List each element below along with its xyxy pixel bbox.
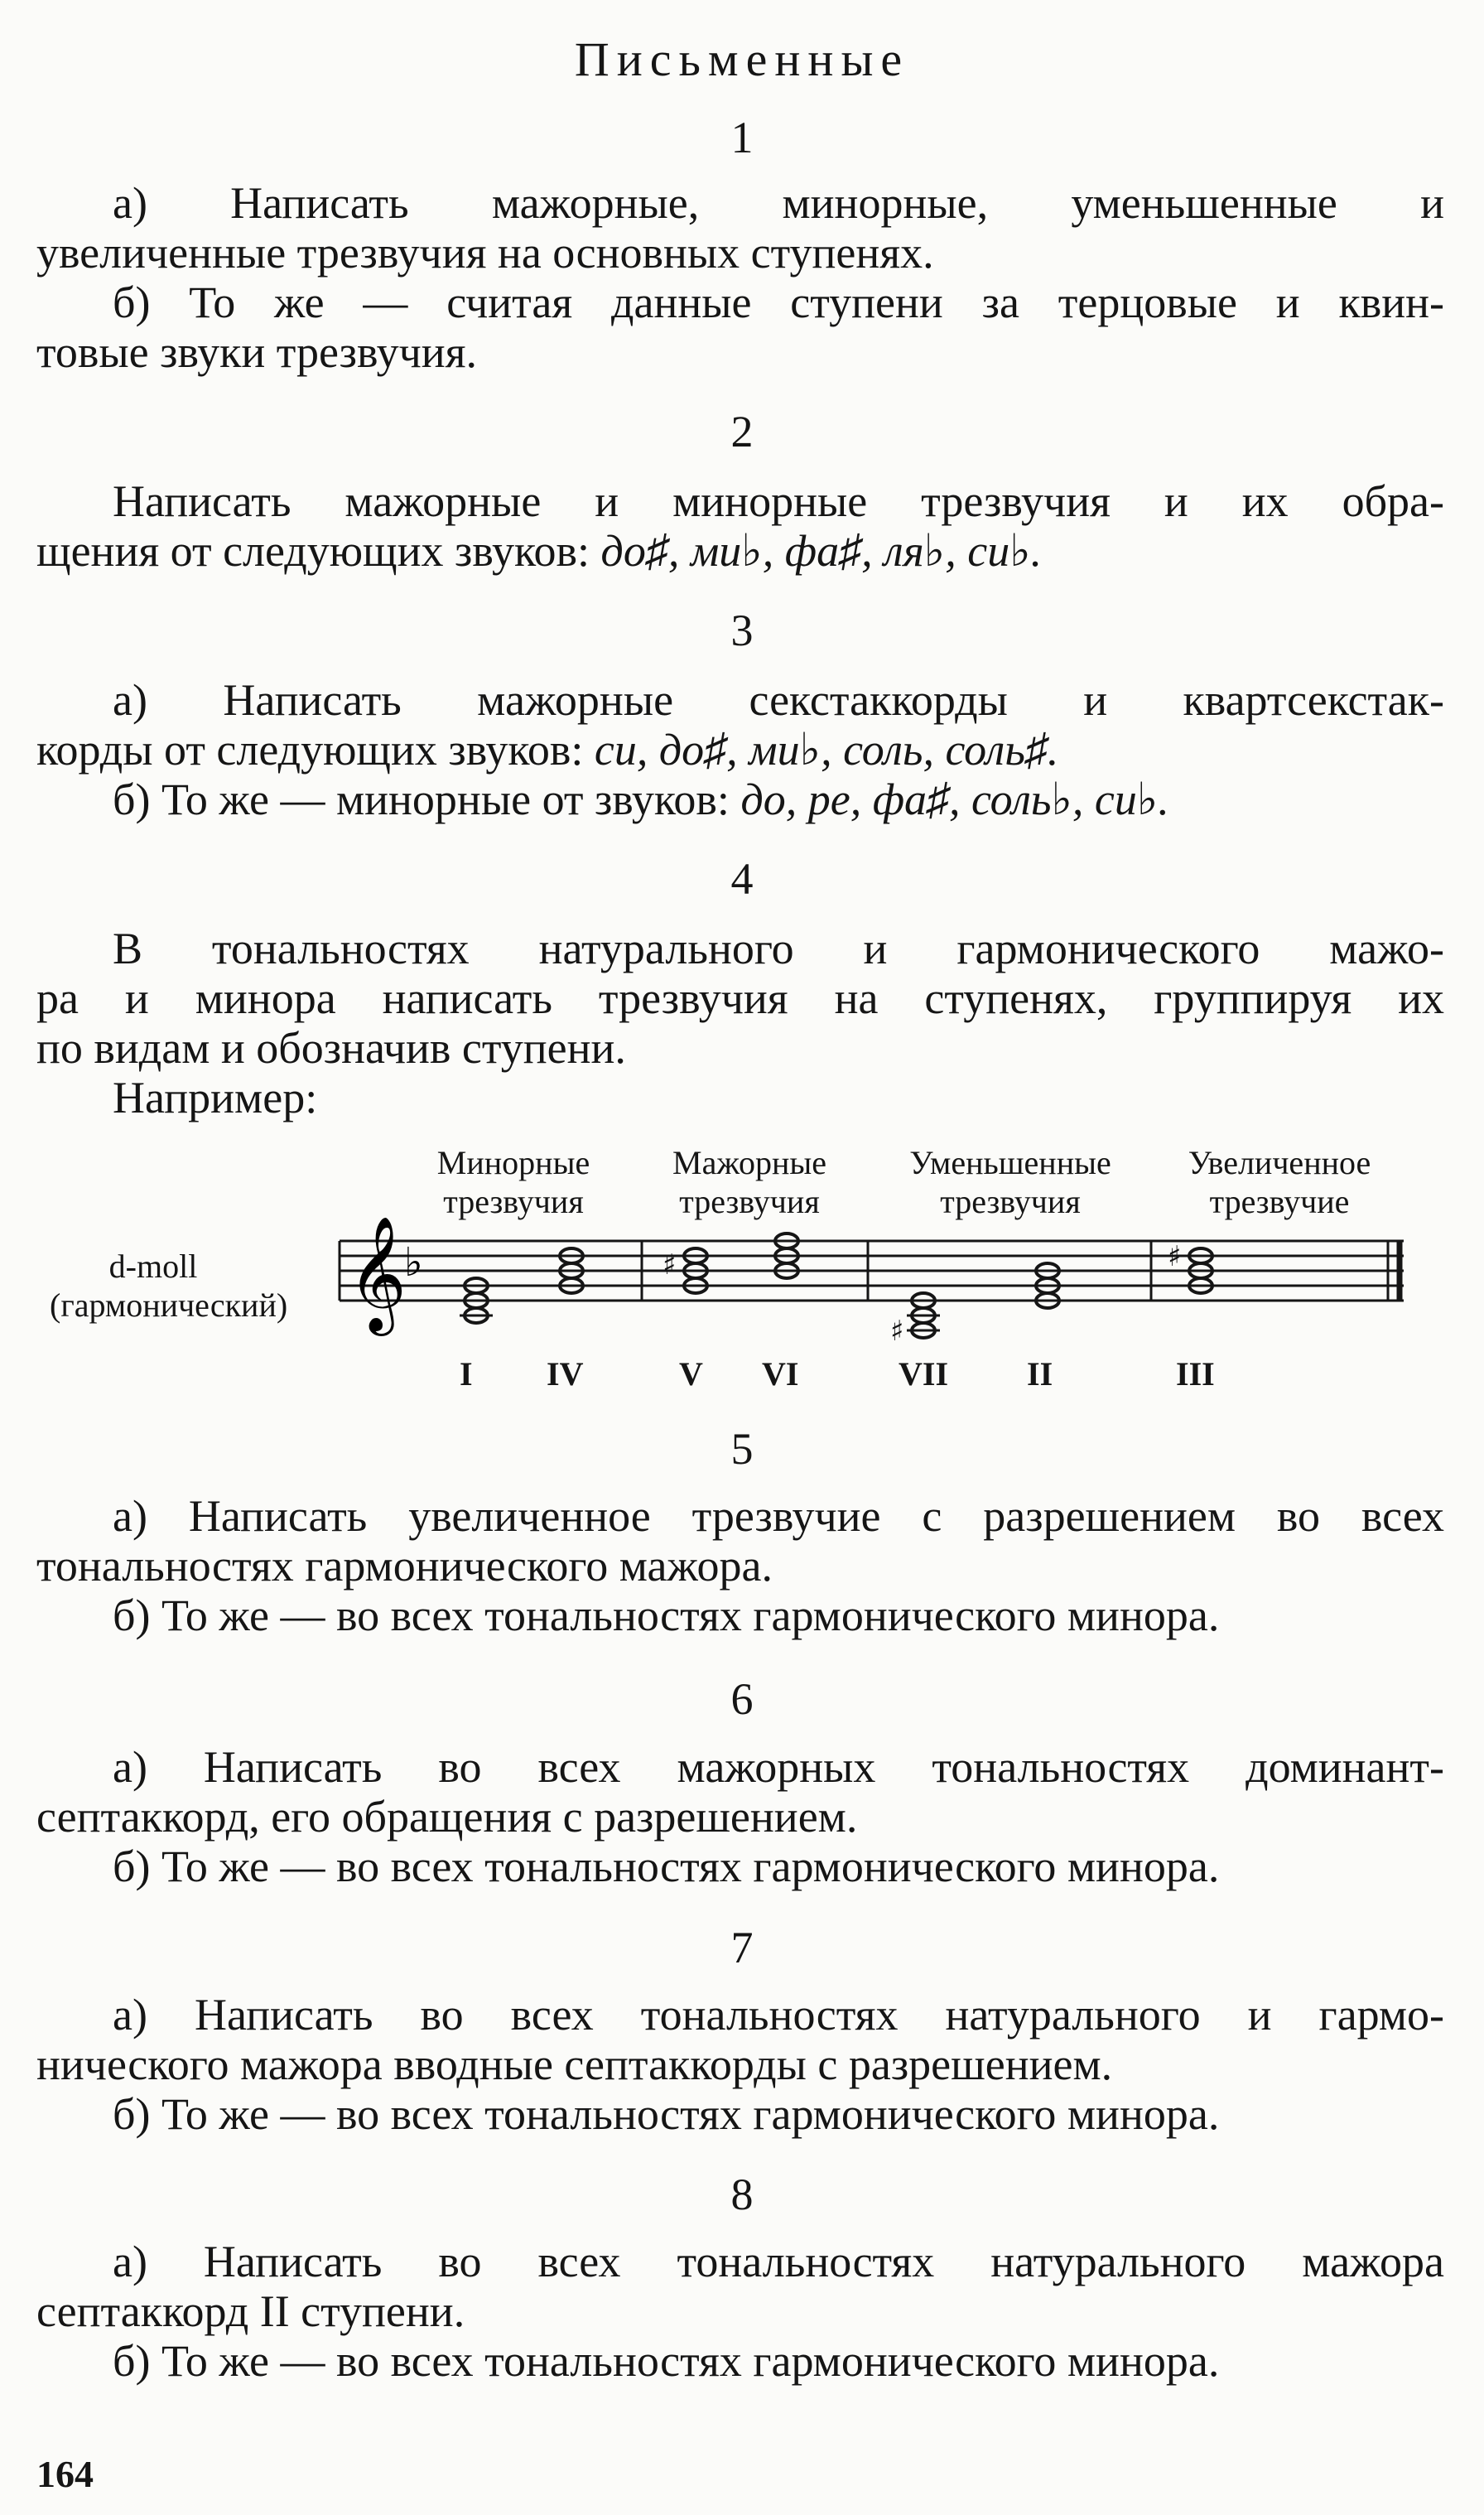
text-segment: б) То же — во всех тональностях гармонического минора. bbox=[113, 2336, 1220, 2386]
text-line bbox=[36, 1842, 1444, 1891]
text-line bbox=[36, 775, 1444, 824]
exercise-text-2 bbox=[36, 476, 1444, 576]
group-label-major: Мажорные трезвучия bbox=[672, 1144, 826, 1220]
text-line bbox=[36, 1792, 1444, 1842]
exercise-number-8: 8 bbox=[730, 2170, 754, 2219]
text-line bbox=[36, 1023, 1444, 1073]
music-example bbox=[0, 1143, 1484, 1417]
section-heading: Письменные bbox=[574, 32, 910, 86]
text-segment: корды от следующих звуков: bbox=[36, 725, 595, 775]
exercise-text-6 bbox=[36, 1742, 1444, 1891]
text-segment: а) Написать мажорные секстаккорды и квартсекстак- bbox=[113, 675, 1444, 725]
text-line bbox=[36, 725, 1444, 775]
exercise-text-3 bbox=[36, 675, 1444, 824]
text-segment: б) То же — считая данные ступени за терцовые и квин- bbox=[113, 278, 1444, 327]
text-segment: а) Написать увеличенное трезвучие с разрешением во всех bbox=[113, 1491, 1444, 1541]
text-line bbox=[36, 178, 1444, 228]
exercise-number-1: 1 bbox=[730, 113, 754, 162]
text-segment: б) То же — во всех тональностях гармонического минора. bbox=[113, 1842, 1220, 1891]
text-segment: щения от следующих звуков: bbox=[36, 526, 601, 576]
italic-note-names: си, до♯, ми♭, соль, соль♯. bbox=[594, 725, 1059, 775]
text-line bbox=[36, 924, 1444, 973]
text-segment: по видам и обозначив ступени. bbox=[36, 1023, 626, 1073]
page-number: 164 bbox=[36, 2453, 94, 2495]
degree-3: III bbox=[1176, 1355, 1215, 1393]
degree-5: V bbox=[679, 1355, 703, 1393]
text-line bbox=[36, 675, 1444, 725]
text-line bbox=[36, 1591, 1444, 1640]
exercise-number-5: 5 bbox=[730, 1424, 754, 1474]
svg-text:♯: ♯ bbox=[662, 1248, 677, 1282]
exercise-number-4: 4 bbox=[730, 854, 754, 904]
svg-text:♯: ♯ bbox=[890, 1315, 904, 1348]
exercise-text-1 bbox=[36, 178, 1444, 377]
group-label-augmented: Увеличенное трезвучие bbox=[1188, 1144, 1371, 1220]
exercise-number-3: 3 bbox=[730, 606, 754, 655]
text-segment: нического мажора вводные септаккорды с разрешением. bbox=[36, 2040, 1113, 2089]
degree-1: I bbox=[460, 1355, 473, 1393]
degree-2: II bbox=[1027, 1355, 1053, 1393]
text-segment: а) Написать мажорные, минорные, уменьшенные и bbox=[113, 178, 1444, 228]
text-segment: б) То же — во всех тональностях гармонического минора. bbox=[113, 2089, 1220, 2139]
text-line bbox=[36, 278, 1444, 327]
text-segment: б) То же — минорные от звуков: bbox=[113, 775, 741, 824]
text-segment: б) То же — во всех тональностях гармонического минора. bbox=[113, 1591, 1220, 1640]
text-line bbox=[36, 1742, 1444, 1792]
flat-key-signature-icon: ♭ bbox=[404, 1239, 423, 1286]
exercise-text-4 bbox=[36, 924, 1444, 1122]
text-line bbox=[36, 1073, 1444, 1122]
exercise-text-8 bbox=[36, 2237, 1444, 2386]
degree-4: IV bbox=[547, 1355, 584, 1393]
staff-lines bbox=[340, 1241, 1404, 1301]
text-segment: Написать мажорные и минорные трезвучия и их обра- bbox=[113, 476, 1444, 526]
italic-note-names: до, ре, фа♯, соль♭, си♭. bbox=[740, 775, 1169, 824]
text-segment: В тональностях натурального и гармонического мажо- bbox=[113, 924, 1444, 973]
text-line bbox=[36, 327, 1444, 377]
exercise-text-7 bbox=[36, 1990, 1444, 2139]
italic-note-names: до♯, ми♭, фа♯, ля♭, си♭. bbox=[600, 526, 1043, 576]
treble-clef-icon: 𝄞 bbox=[348, 1216, 407, 1331]
text-segment: тональностях гармонического мажора. bbox=[36, 1541, 773, 1591]
text-line bbox=[36, 228, 1444, 278]
text-segment: товые звуки трезвучия. bbox=[36, 327, 478, 377]
staff-notation bbox=[0, 1143, 1484, 1417]
exercise-text-5 bbox=[36, 1491, 1444, 1640]
svg-text:♯: ♯ bbox=[1168, 1240, 1182, 1273]
text-segment: септаккорд, его обращения с разрешением. bbox=[36, 1792, 858, 1842]
exercise-number-2: 2 bbox=[730, 407, 754, 456]
text-line bbox=[36, 1990, 1444, 2040]
text-segment: увеличенные трезвучия на основных ступенях. bbox=[36, 228, 934, 278]
text-line bbox=[36, 2286, 1444, 2336]
text-line bbox=[36, 1491, 1444, 1541]
text-segment: а) Написать во всех тональностях натурального мажора bbox=[113, 2237, 1444, 2286]
text-segment: а) Написать во всех тональностях натурального и гармо- bbox=[113, 1990, 1444, 2040]
text-line bbox=[36, 973, 1444, 1023]
exercise-number-6: 6 bbox=[730, 1674, 754, 1724]
group-label-minor: Минорные трезвучия bbox=[436, 1144, 590, 1220]
degree-6: VI bbox=[762, 1355, 799, 1393]
degree-7: VII bbox=[899, 1355, 949, 1393]
exercise-number-7: 7 bbox=[730, 1923, 754, 1972]
text-line bbox=[36, 2237, 1444, 2286]
key-label: d-moll (гармонический) bbox=[50, 1248, 288, 1324]
text-segment: а) Написать во всех мажорных тональностях доминант- bbox=[113, 1742, 1444, 1792]
text-segment: ра и минора написать трезвучия на ступенях, группируя их bbox=[36, 973, 1444, 1023]
text-segment: Например: bbox=[113, 1073, 318, 1122]
group-label-diminished: Уменьшенные трезвучия bbox=[909, 1144, 1111, 1220]
ledger-lines bbox=[460, 1315, 940, 1330]
text-line bbox=[36, 476, 1444, 526]
text-line bbox=[36, 2040, 1444, 2089]
text-line bbox=[36, 526, 1444, 576]
text-line bbox=[36, 2336, 1444, 2386]
text-line bbox=[36, 2089, 1444, 2139]
text-line bbox=[36, 1541, 1444, 1591]
text-segment: септаккорд II ступени. bbox=[36, 2286, 465, 2336]
